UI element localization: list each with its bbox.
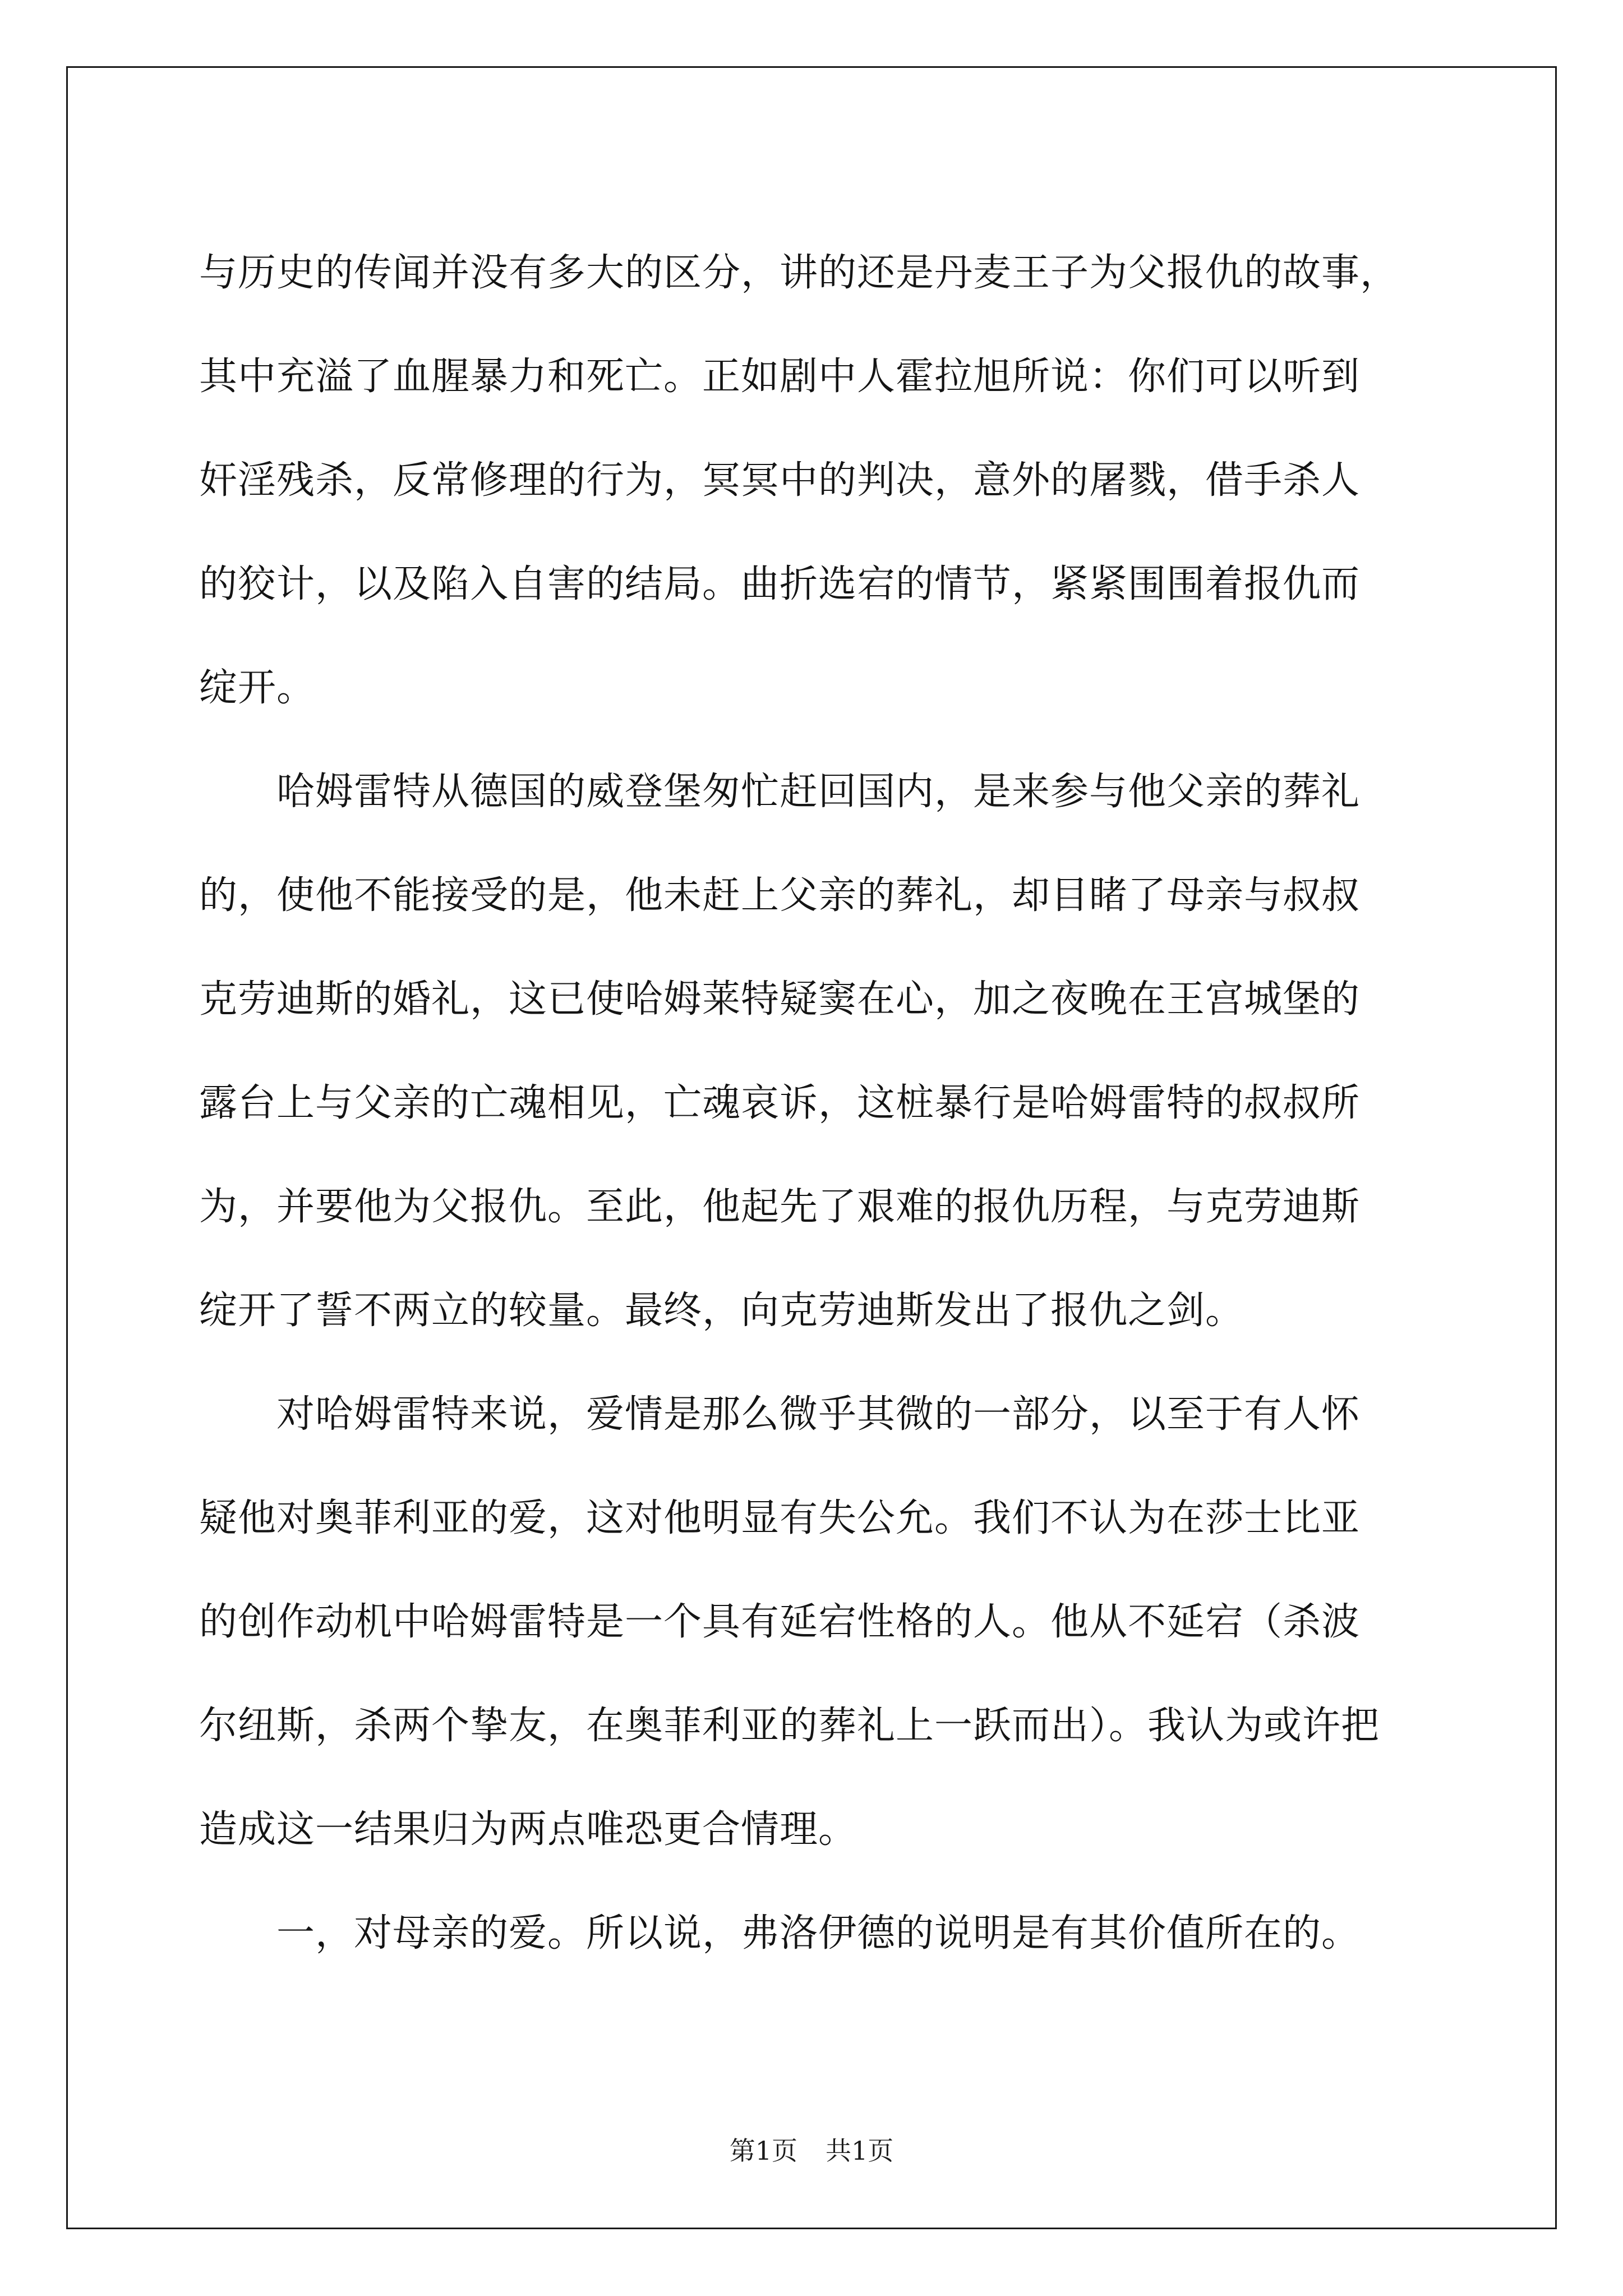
text-line: 与历史的传闻并没有多大的区分，讲的还是丹麦王子为父报仇的故事， bbox=[199, 251, 1399, 295]
text-line: 绽开了誓不两立的较量。最终，向克劳迪斯发出了报仇之剑。 bbox=[199, 1289, 1244, 1333]
text-line: 的，使他不能接受的是，他未赶上父亲的葬礼，却目睹了母亲与叔叔 bbox=[199, 873, 1361, 918]
text-line: 造成这一结果归为两点唯恐更合情理。 bbox=[199, 1807, 857, 1852]
paragraph-start-line: 一，对母亲的爱。所以说，弗洛伊德的说明是有其价值所在的。 bbox=[199, 1911, 1361, 1955]
page-total: 共1页 bbox=[826, 2136, 894, 2166]
page-number: 第1页 bbox=[729, 2136, 797, 2166]
text-line: 的创作动机中哈姆雷特是一个具有延宕性格的人。他从不延宕（杀波 bbox=[199, 1600, 1361, 1644]
text-line: 其中充溢了血腥暴力和死亡。正如剧中人霍拉旭所说：你们可以听到 bbox=[199, 355, 1361, 399]
page-footer bbox=[0, 2134, 1623, 2168]
text-line: 疑他对奥菲利亚的爱，这对他明显有失公允。我们不认为在莎士比亚 bbox=[199, 1496, 1361, 1540]
text-line: 的狡计，以及陷入自害的结局。曲折选宕的情节，紧紧围围着报仇而 bbox=[199, 562, 1361, 606]
text-line: 尔纽斯，杀两个挚友，在奥菲利亚的葬礼上一跃而出）。我认为或许把 bbox=[199, 1704, 1380, 1748]
paragraph-start-line: 对哈姆雷特来说，爱情是那么微乎其微的一部分，以至于有人怀 bbox=[199, 1392, 1361, 1437]
text-line: 绽开。 bbox=[199, 666, 316, 710]
text-line: 克劳迪斯的婚礼，这已使哈姆莱特疑窦在心，加之夜晚在王宫城堡的 bbox=[199, 977, 1361, 1022]
document-body bbox=[199, 221, 1433, 1985]
text-line: 为，并要他为父报仇。至此，他起先了艰难的报仇历程，与克劳迪斯 bbox=[199, 1185, 1361, 1229]
text-line: 露台上与父亲的亡魂相见，亡魂哀诉，这桩暴行是哈姆雷特的叔叔所 bbox=[199, 1081, 1361, 1125]
paragraph-start-line: 哈姆雷特从德国的威登堡匆忙赶回国内，是来参与他父亲的葬礼 bbox=[199, 770, 1361, 814]
text-line: 奸淫残杀，反常修理的行为，冥冥中的判决，意外的屠戮，借手杀人 bbox=[199, 458, 1361, 503]
